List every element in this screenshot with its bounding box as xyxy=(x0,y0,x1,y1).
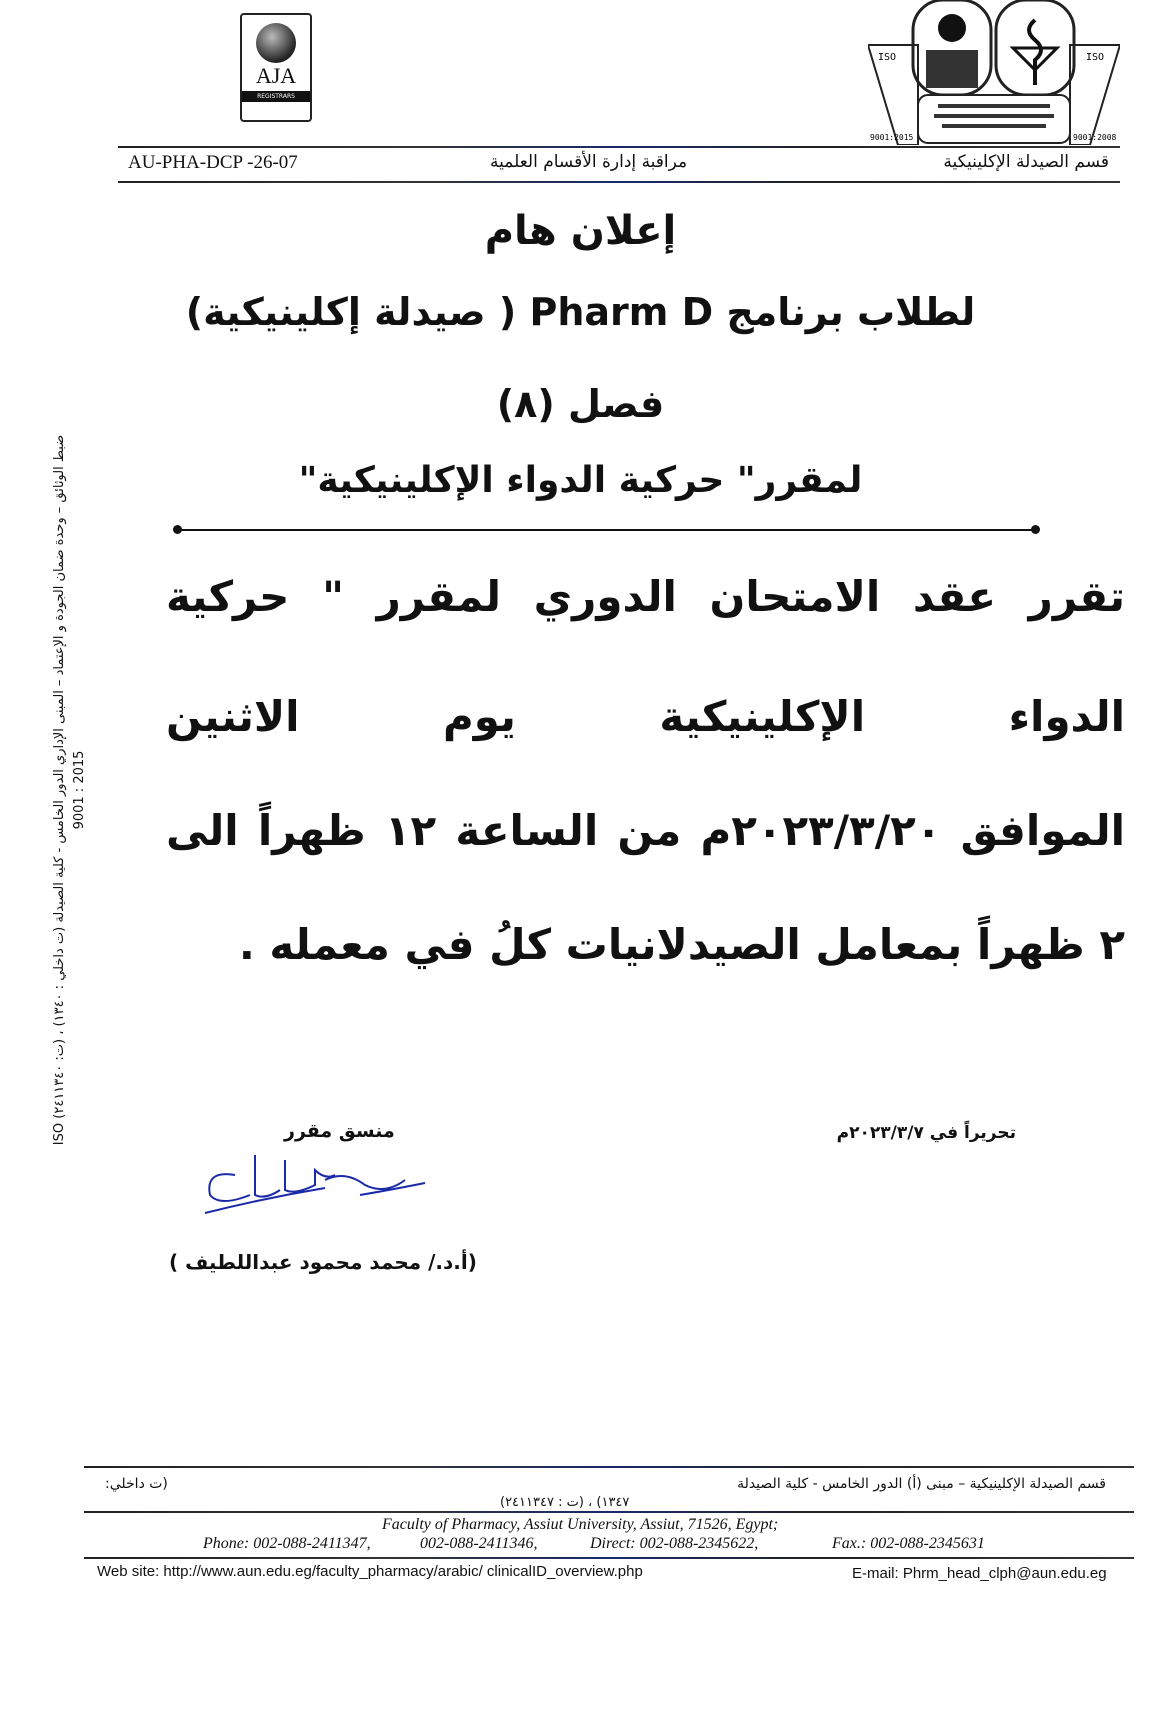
footer-faculty: Faculty of Pharmacy, Assiut University, Assiut, 71526, Egypt; xyxy=(382,1516,779,1533)
announcement-course: لمقرر" حركية الدواء الإكلينيكية" xyxy=(298,460,863,501)
signatory-role: منسق مقرر xyxy=(284,1120,395,1142)
footer-rule-3 xyxy=(84,1557,1134,1559)
seal-std-left: 9001:2015 xyxy=(870,133,914,142)
divider-line xyxy=(177,529,1035,531)
header-rule-top xyxy=(118,146,1120,148)
footer-rule-1 xyxy=(84,1466,1134,1468)
footer-phones-ar: ١٣٤٧) ، (ت : ٢٤١١٣٤٧) xyxy=(500,1495,630,1510)
signatory-name: (أ.د./ محمد محمود عبداللطيف ) xyxy=(169,1250,477,1274)
divider-dot-right xyxy=(1031,525,1040,534)
side-note-line1: ضبط الوثائق – وحدة ضمان الجودة و الإعتماد – المبنى الإداري الدور الخامس - كلية الصيدلة (ت داخلي : ١٣٤٠) ، (ت: ٢٤١١٣٤٠) ISO xyxy=(52,434,67,1146)
signature xyxy=(195,1155,430,1217)
footer-rule-2 xyxy=(84,1511,1134,1513)
divider-dot-left xyxy=(173,525,182,534)
footer-fax: Fax.: 002-088-2345631 xyxy=(832,1535,985,1552)
body-line-4: ٢ ظهراً بمعامل الصيدلانيات كلُ في معمله . xyxy=(238,920,1125,969)
globe-icon xyxy=(256,23,296,63)
announcement-semester: فصل (٨) xyxy=(496,382,665,426)
body-line-1: تقرر عقد الامتحان الدوري لمقرر " حركية xyxy=(166,572,1125,621)
announcement-audience: لطلاب برنامج Pharm D ( صيدلة إكلينيكية) xyxy=(185,290,976,334)
header-department: قسم الصيدلة الإكلينيكية xyxy=(943,152,1109,172)
footer-email[interactable]: E-mail: Phrm_head_clph@aun.edu.eg xyxy=(852,1565,1107,1582)
announcement-title: إعلان هام xyxy=(484,208,677,254)
seal-iso-right: ISO xyxy=(1086,52,1105,63)
issue-date: تحريراً في ٢٠٢٣/٣/٧م xyxy=(836,1123,1016,1143)
university-seal xyxy=(868,0,1120,145)
seal-iso-left: ISO xyxy=(878,52,897,63)
footer-website[interactable]: Web site: http://www.aun.edu.eg/faculty_pharmacy/arabic/ clinicalID_overview.php xyxy=(97,1563,643,1580)
aja-logo-text: AJA xyxy=(255,63,297,88)
seal-std-right: 9001:2008 xyxy=(1073,133,1117,142)
body-line-3: الموافق ٢٠٢٣/٣/٢٠م من الساعة ١٢ ظهراً الى xyxy=(166,806,1125,855)
footer-phone: Phone: 002-088-2411347, xyxy=(203,1535,371,1552)
side-note xyxy=(50,380,90,1200)
body-line-2: الدواء الإكلينيكية يوم الاثنين xyxy=(166,692,1125,741)
header-center: مراقبة إدارة الأقسام العلمية xyxy=(490,152,688,172)
doc-code: AU-PHA-DCP -26-07 xyxy=(128,152,298,173)
footer-direct: Direct: 002-088-2345622, xyxy=(590,1535,759,1552)
footer-phone2: 002-088-2411346, xyxy=(420,1535,538,1552)
side-note-line2: 9001 : 2015 xyxy=(72,750,87,830)
aja-logo-sub: REGISTRARS xyxy=(242,91,310,102)
aja-logo xyxy=(240,13,312,122)
footer-internal-label: (ت داخلي: xyxy=(105,1476,168,1492)
footer-address: قسم الصيدلة الإكلينيكية – مبنى (أ) الدور الخامس - كلية الصيدلة xyxy=(737,1476,1106,1492)
header-rule-bottom xyxy=(118,181,1120,183)
